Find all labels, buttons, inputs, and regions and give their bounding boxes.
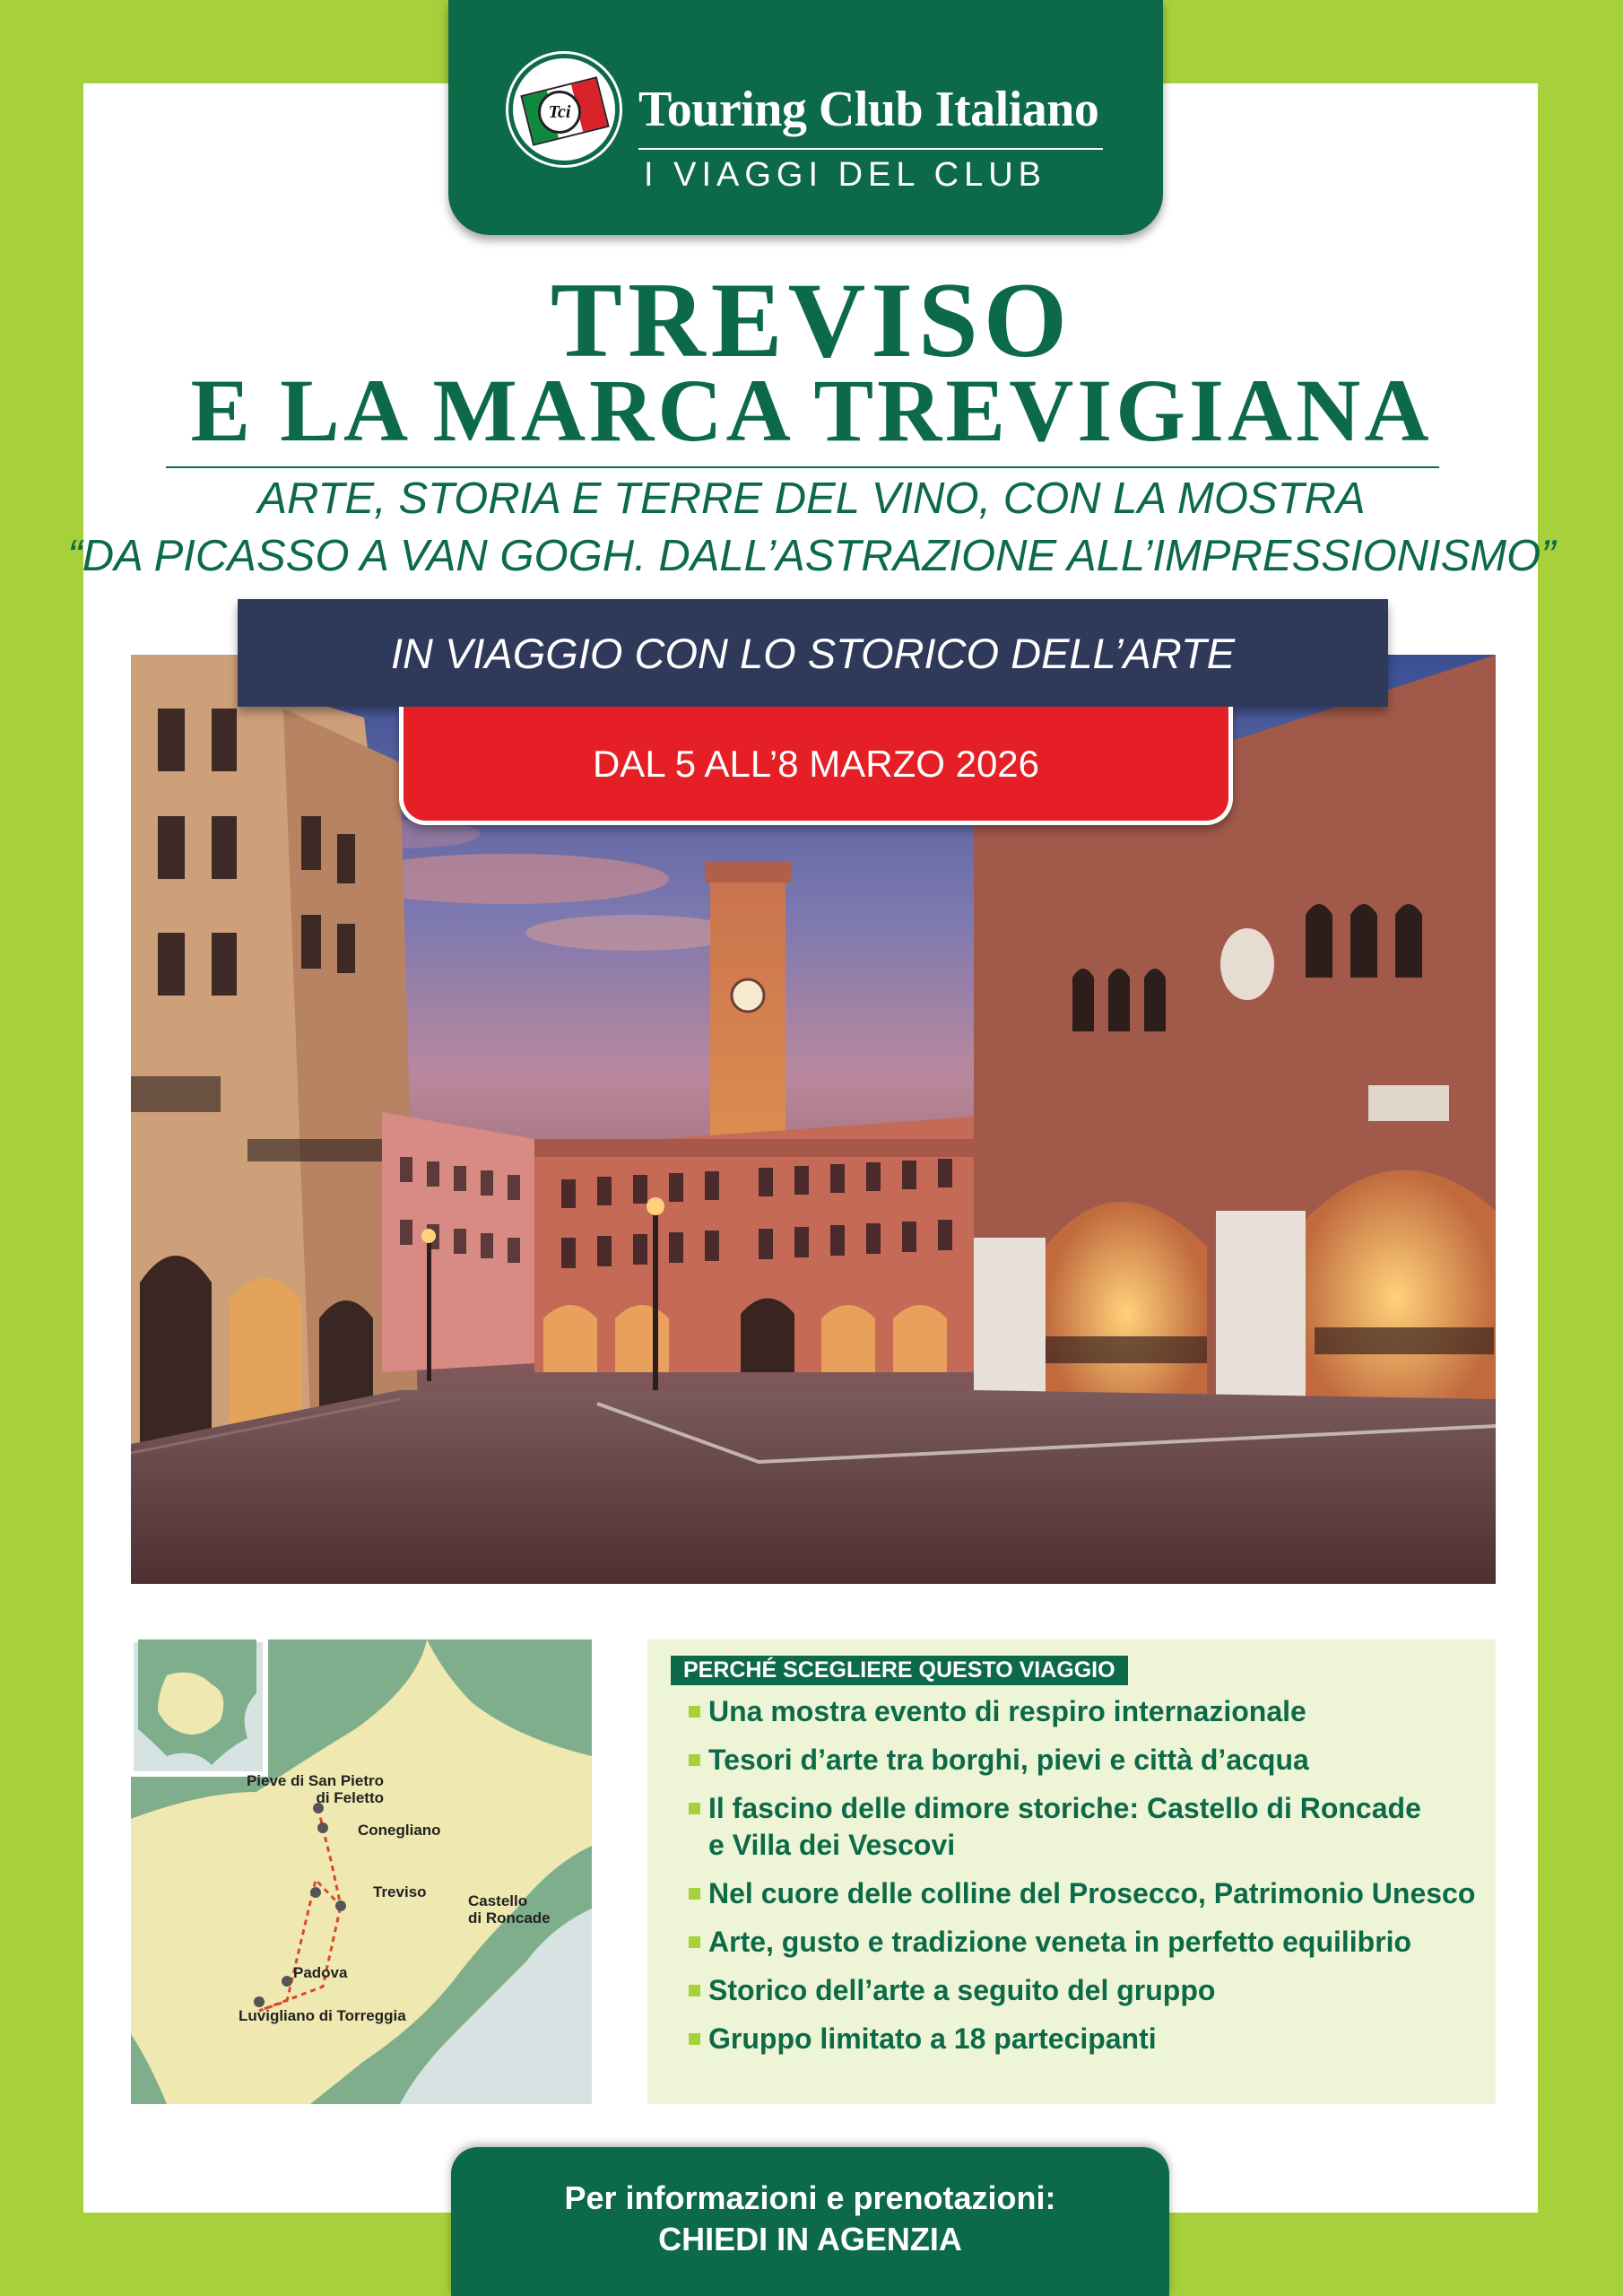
map-label-conegliano: Conegliano [358,1822,441,1839]
bullet-icon [689,1888,700,1900]
bullet-icon [689,2033,700,2045]
reasons-box [647,1639,1496,2104]
list-item: Gruppo limitato a 18 partecipanti [689,2021,1478,2057]
tagline-line-1: ARTE, STORIA E TERRE DEL VINO, CON LA MOSTRA [257,474,1366,523]
guide-banner [238,599,1388,707]
map-label-pieve: Pieve di San Pietro di Feletto [246,1772,384,1806]
map-label-luvigliano: Luvigliano di Torreggia [239,2007,406,2024]
reasons-list [689,1693,1478,2069]
bullet-icon [689,1706,700,1718]
footer-contact-tab [451,2147,1169,2296]
itinerary-map [131,1639,592,2104]
brand-name: Touring Club Italiano [638,82,1099,137]
reasons-title: PERCHÉ SCEGLIERE QUESTO VIAGGIO [671,1656,1128,1685]
dates-banner-text: DAL 5 ALL’8 MARZO 2026 [592,742,1040,785]
logo-text: Tci [538,91,581,134]
list-item: Tesori d’arte tra borghi, pievi e città d’acqua [689,1742,1478,1779]
map-label-treviso: Treviso [373,1883,427,1900]
list-item: Una mostra evento di respiro internazionale [689,1693,1478,1730]
brand-divider [638,148,1103,150]
list-item: Nel cuore delle colline del Prosecco, Patrimonio Unesco [689,1875,1478,1912]
map-label-padova: Padova [293,1964,348,1981]
bullet-icon [689,1936,700,1948]
tagline-line-2: “DA PICASSO A VAN GOGH. DALL’ASTRAZIONE ALL’IMPRESSIONISMO” [67,532,1556,580]
bullet-icon [689,1803,700,1814]
list-item: Storico dell’arte a seguito del gruppo [689,1972,1478,2009]
map-label-castello: Castello di Roncade [468,1892,551,1926]
bullet-icon [689,1754,700,1766]
dates-banner [399,707,1233,825]
list-item: Arte, gusto e tradizione veneta in perfetto equilibrio [689,1924,1478,1961]
tci-logo [508,54,620,165]
bullet-icon [689,1985,700,1996]
page-subtitle: E LA MARCA TREVIGIANA [190,361,1433,460]
footer-agency-cta: CHIEDI IN AGENZIA [658,2221,962,2257]
title-divider [166,466,1439,468]
list-item: Il fascino delle dimore storiche: Castello di Roncade e Villa dei Vescovi [689,1790,1478,1864]
footer-info-label: Per informazioni e prenotazioni: [564,2179,1056,2216]
page-title: TREVISO [550,260,1073,379]
guide-banner-text: IN VIAGGIO CON LO STORICO DELL’ARTE [390,629,1236,677]
brand-tagline: I VIAGGI DEL CLUB [644,156,1047,194]
